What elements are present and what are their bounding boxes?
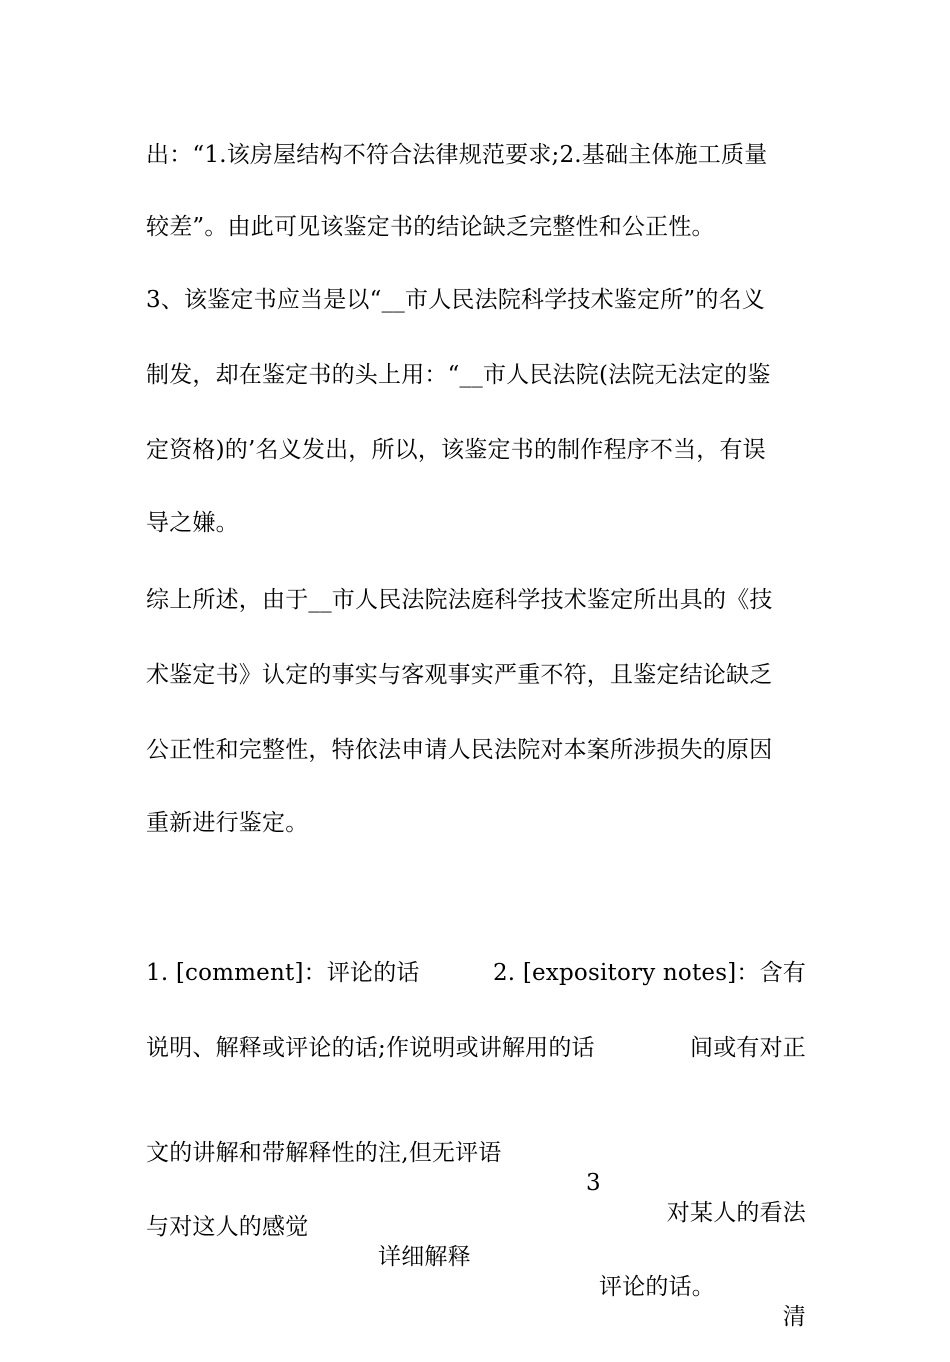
paragraph3-line4: 重新进行鉴定。 xyxy=(146,810,309,836)
paragraph2-line3: 定资格)的’名义发出，所以，该鉴定书的制作程序不当，有误 xyxy=(146,437,766,463)
paragraph2-line1: 3、该鉴定书应当是以“__市人民法院科学技术鉴定所”的名义 xyxy=(146,287,765,313)
note-4-part2: 详细解释 xyxy=(378,1244,471,1270)
note-2-continued: 说明、解释或评论的话;作说明或讲解用的话 xyxy=(146,1035,595,1061)
note-3-text: 对某人的看法 xyxy=(666,1200,806,1226)
paragraph2-line2: 制发，却在鉴定书的头上用：“__市人民法院(法院无法定的鉴 xyxy=(146,362,771,388)
notes-line2 xyxy=(146,1033,806,1063)
note-4-part1: 与对这人的感觉 xyxy=(146,1214,309,1240)
paragraph2-line4: 导之嫌。 xyxy=(146,510,239,536)
note-2-text: 2. [expository notes]：含有 xyxy=(492,960,806,986)
note-4-part3: 评论的话。 xyxy=(599,1274,715,1300)
note-2-tail: 间或有对正 xyxy=(690,1035,806,1061)
notes-line4 xyxy=(146,1182,806,1362)
note-2-end: 文的讲解和带解释性的注,但无评语 xyxy=(146,1140,502,1166)
note-3-number: 3 xyxy=(586,1170,601,1196)
paragraph1-line1: 出：“1.该房屋结构不符合法律规范要求;2.基础主体施工质量 xyxy=(146,142,768,168)
note-4-part4: 清 xyxy=(782,1304,806,1330)
notes-line1 xyxy=(146,958,806,988)
paragraph3-line3: 公正性和完整性，特依法申请人民法院对本案所涉损失的原因 xyxy=(146,737,773,763)
note-1-text: 1. [comment]：评论的话 xyxy=(146,960,420,986)
paragraph3-line2: 术鉴定书》认定的事实与客观事实严重不符，且鉴定结论缺乏 xyxy=(146,662,773,688)
paragraph3-line1: 综上所述，由于__市人民法院法庭科学技术鉴定所出具的《技 xyxy=(146,587,773,613)
paragraph1-line2: 较差”。由此可见该鉴定书的结论缺乏完整性和公正性。 xyxy=(146,214,715,240)
